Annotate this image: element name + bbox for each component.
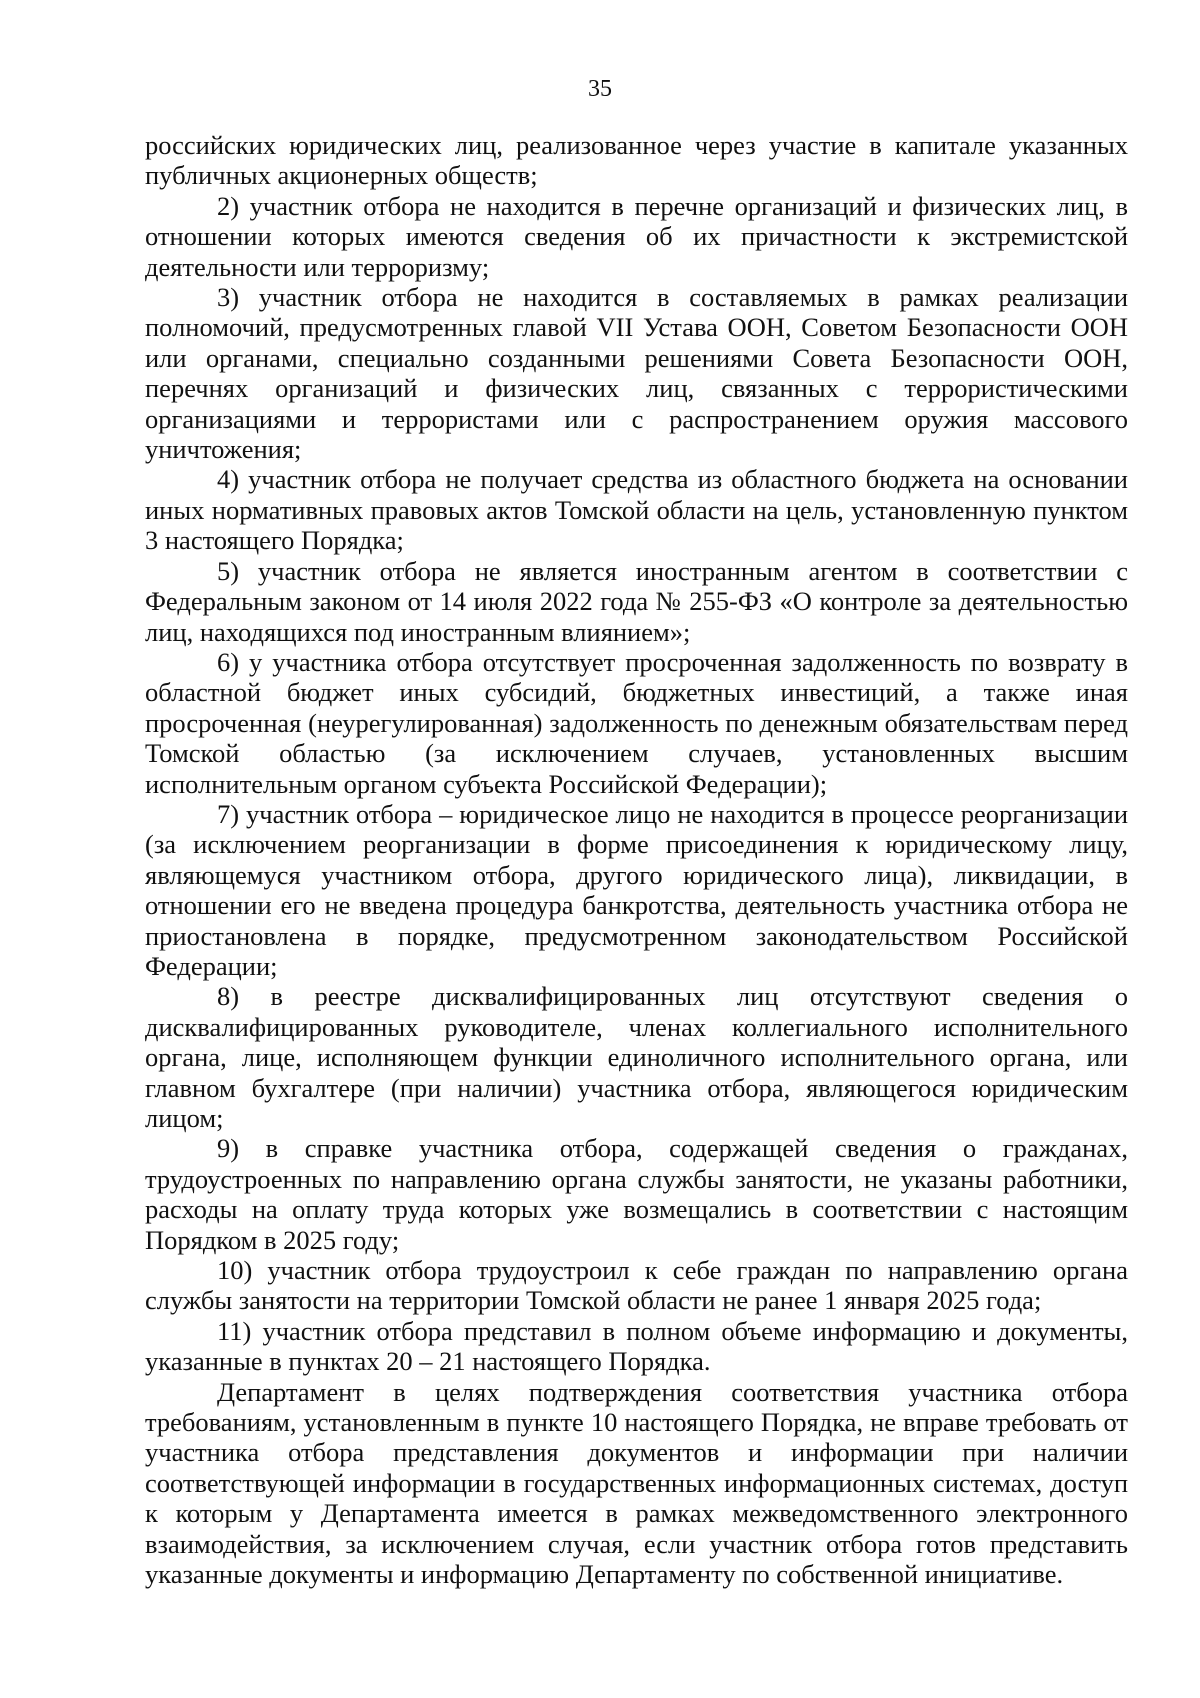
document-body — [145, 130, 1128, 1590]
paragraph-item-3: 3) участник отбора не находится в составляемых в рамках реализации полномочий, предусмотренных главой VII Устава ООН, Советом Безопасности ООН или органами, специально созданными решениями Совета Безопасности ООН, перечнях организаций и физических лиц, связанных с террористическими организациями и террористами или с распространением оружия массового уничтожения; — [145, 282, 1128, 465]
paragraph-item-6: 6) у участника отбора отсутствует просроченная задолженность по возврату в областной бюджет иных субсидий, бюджетных инвестиций, а также иная просроченная (неурегулированная) задолженность по денежным обязательствам перед Томской областью (за исключением случаев, установленных высшим исполнительным органом субъекта Российской Федерации); — [145, 646, 1128, 799]
paragraph-item-9: 9) в справке участника отбора, содержащей сведения о гражданах, трудоустроенных по направлению органа службы занятости, не указаны работники, расходы на оплату труда которых уже возмещались в соответствии с настоящим Порядком в 2025 году; — [145, 1133, 1128, 1255]
paragraph-item-5: 5) участник отбора не является иностранным агентом в соответствии с Федеральным законом от 14 июля 2022 года № 255-ФЗ «О контроле за деятельностью лиц, находящихся под иностранным влиянием»; — [145, 555, 1128, 647]
paragraph-item-8: 8) в реестре дисквалифицированных лиц отсутствуют сведения о дисквалифицированных руководителе, членах коллегиального исполнительного органа, лице, исполняющем функции единоличного исполнительного органа, или главном бухгалтере (при наличии) участника отбора, являющегося юридическим лицом; — [145, 981, 1128, 1133]
paragraph-department: Департамент в целях подтверждения соответствия участника отбора требованиям, установленным в пункте 10 настоящего Порядка, не вправе требовать от участника отбора представления документов и информации при наличии соответствующей информации в государственных информационных системах, доступ к которым у Департамента имеется в рамках межведомственного электронного взаимодействия, за исключением случая, если участник отбора готов представить указанные документы и информацию Департаменту по собственной инициативе. — [145, 1376, 1128, 1590]
paragraph-continuation: российских юридических лиц, реализованное через участие в капитале указанных публичных акционерных обществ; — [145, 130, 1128, 191]
paragraph-item-2: 2) участник отбора не находится в перечне организаций и физических лиц, в отношении которых имеются сведения об их причастности к экстремистской деятельности или терроризму; — [145, 190, 1128, 282]
paragraph-item-11: 11) участник отбора представил в полном объеме информацию и документы, указанные в пунктах 20 – 21 настоящего Порядка. — [145, 1315, 1128, 1377]
page-number: 35 — [588, 76, 612, 102]
paragraph-item-10: 10) участник отбора трудоустроил к себе граждан по направлению органа службы занятости на территории Томской области не ранее 1 января 2025 года; — [145, 1255, 1128, 1316]
paragraph-item-7: 7) участник отбора – юридическое лицо не находится в процессе реорганизации (за исключением реорганизации в форме присоединения к юридическому лицу, являющемуся участником отбора, другого юридического лица), ликвидации, в отношении его не введена процедура банкротства, деятельность участника отбора не приостановлена в порядке, предусмотренном законодательством Российской Федерации; — [145, 798, 1128, 981]
paragraph-item-4: 4) участник отбора не получает средства из областного бюджета на основании иных нормативных правовых актов Томской области на цель, установленную пунктом 3 настоящего Порядка; — [145, 464, 1128, 556]
